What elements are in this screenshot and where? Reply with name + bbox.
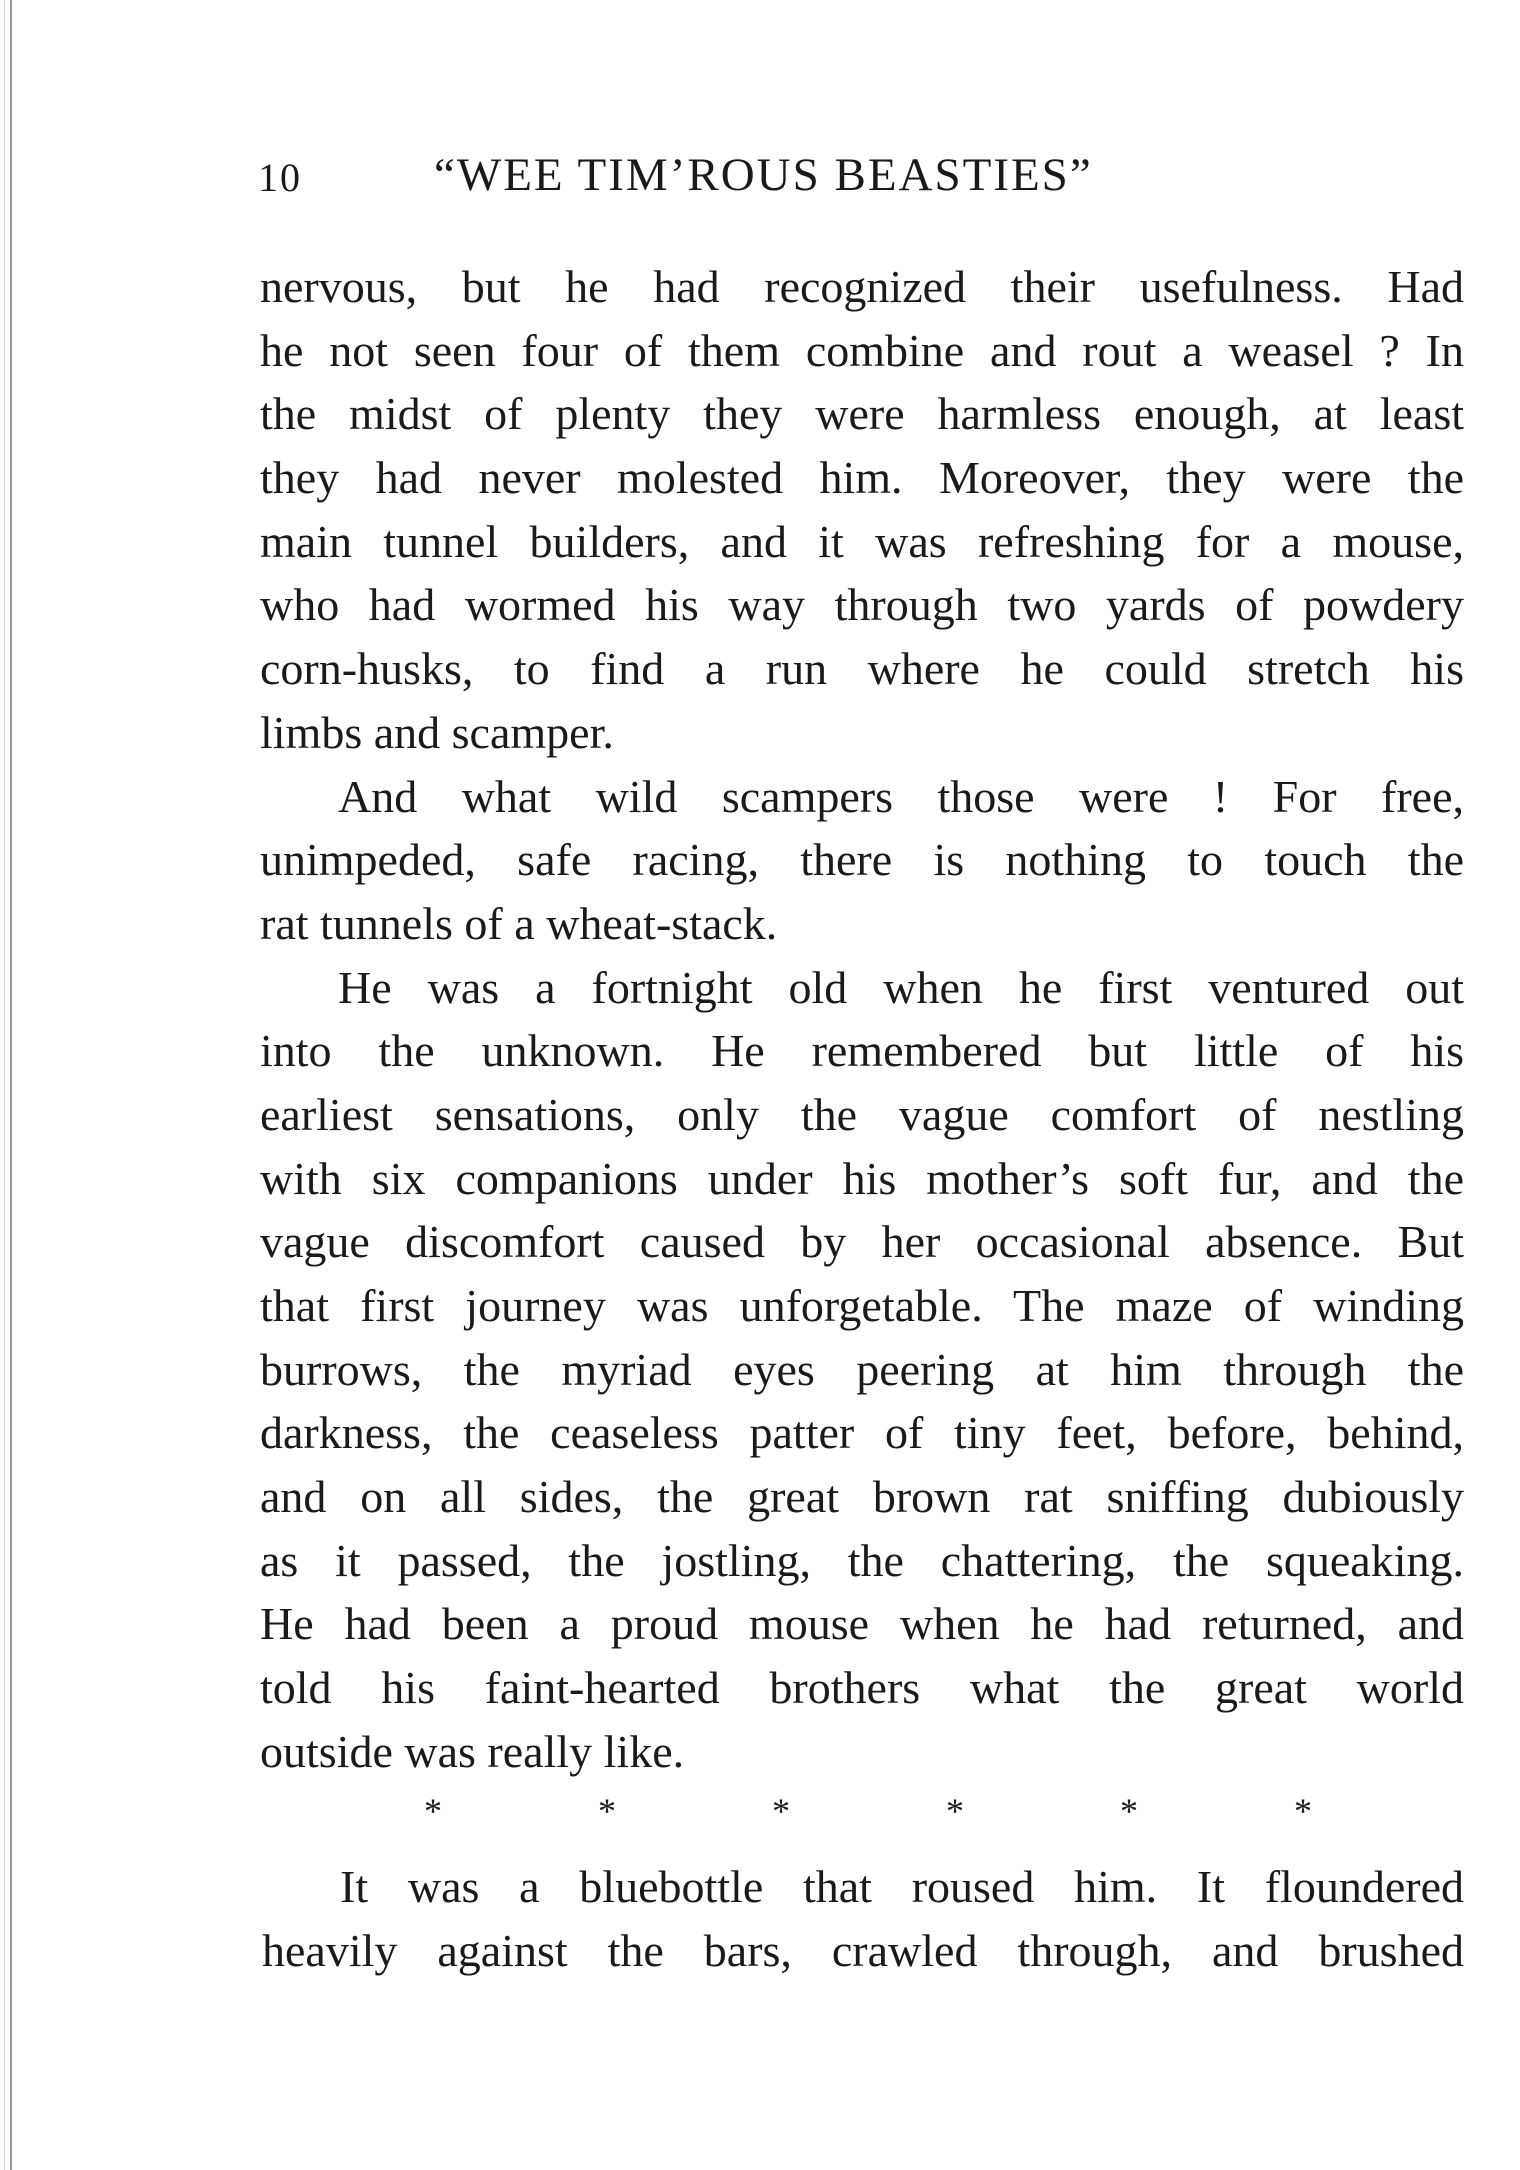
asterisk-ornament: * bbox=[1294, 1791, 1312, 1831]
page-number: 10 bbox=[258, 155, 302, 200]
running-title: “WEE TIM’ROUS BEASTIES” bbox=[434, 149, 1093, 201]
page-header bbox=[258, 148, 1458, 218]
text-line: heavily against the bars, crawled through, and brushed bbox=[262, 1924, 1464, 1976]
text-line: he not seen four of them combine and rout a weasel ? In bbox=[260, 324, 1464, 376]
binding-edge bbox=[10, 0, 12, 2170]
text-line: unimpeded, safe racing, there is nothing to touch the bbox=[260, 834, 1464, 886]
text-line: main tunnel builders, and it was refreshing for a mouse, bbox=[260, 515, 1464, 567]
text-line: And what wild scampers those were ! For free, bbox=[338, 770, 1464, 822]
text-line: the midst of plenty they were harmless enough, at least bbox=[260, 388, 1464, 440]
asterisk-ornament: * bbox=[598, 1791, 616, 1831]
text-line: corn-husks, to find a run where he could stretch his bbox=[260, 643, 1464, 695]
text-line: as it passed, the jostling, the chattering, the squeaking. bbox=[260, 1534, 1464, 1586]
text-line: burrows, the myriad eyes peering at him through the bbox=[260, 1343, 1464, 1395]
text-line: He was a fortnight old when he first ventured out bbox=[338, 961, 1464, 1013]
text-line: they had never molested him. Moreover, they were the bbox=[260, 452, 1464, 504]
closing-paragraph bbox=[262, 1855, 1464, 1982]
paragraph bbox=[260, 956, 1464, 1784]
text-line: It was a bluebottle that roused him. It floundered bbox=[340, 1861, 1464, 1912]
asterisk-ornament: * bbox=[424, 1791, 442, 1831]
binding-edge-shadow bbox=[4, 0, 5, 2170]
paragraph bbox=[260, 765, 1464, 956]
paragraph bbox=[260, 255, 1464, 765]
text-line: with six companions under his mother’s soft fur, and the bbox=[260, 1152, 1464, 1204]
text-line: earliest sensations, only the vague comfort of nestling bbox=[260, 1088, 1464, 1140]
asterisk-ornament: * bbox=[772, 1791, 790, 1831]
text-line: He had been a proud mouse when he had returned, and bbox=[260, 1598, 1464, 1650]
text-line: vague discomfort caused by her occasional absence. But bbox=[260, 1216, 1464, 1268]
text-line: darkness, the ceaseless patter of tiny feet, before, behind, bbox=[260, 1407, 1464, 1459]
text-line: outside was really like. bbox=[260, 1725, 685, 1777]
asterisk-ornament: * bbox=[1120, 1791, 1138, 1831]
text-line: rat tunnels of a wheat-stack. bbox=[260, 897, 778, 949]
text-line: nervous, but he had recognized their usefulness. Had bbox=[260, 261, 1464, 312]
body-text bbox=[260, 255, 1464, 1784]
text-line: told his faint-hearted brothers what the great world bbox=[260, 1662, 1464, 1714]
asterisk-ornament: * bbox=[946, 1791, 964, 1831]
text-line: limbs and scamper. bbox=[260, 706, 614, 758]
section-break bbox=[418, 1790, 1318, 1840]
text-line: into the unknown. He remembered but little of his bbox=[260, 1025, 1464, 1077]
text-line: and on all sides, the great brown rat sniffing dubiously bbox=[260, 1471, 1464, 1523]
text-line: who had wormed his way through two yards of powdery bbox=[260, 579, 1464, 631]
text-line: that first journey was unforgetable. The maze of winding bbox=[260, 1280, 1464, 1331]
